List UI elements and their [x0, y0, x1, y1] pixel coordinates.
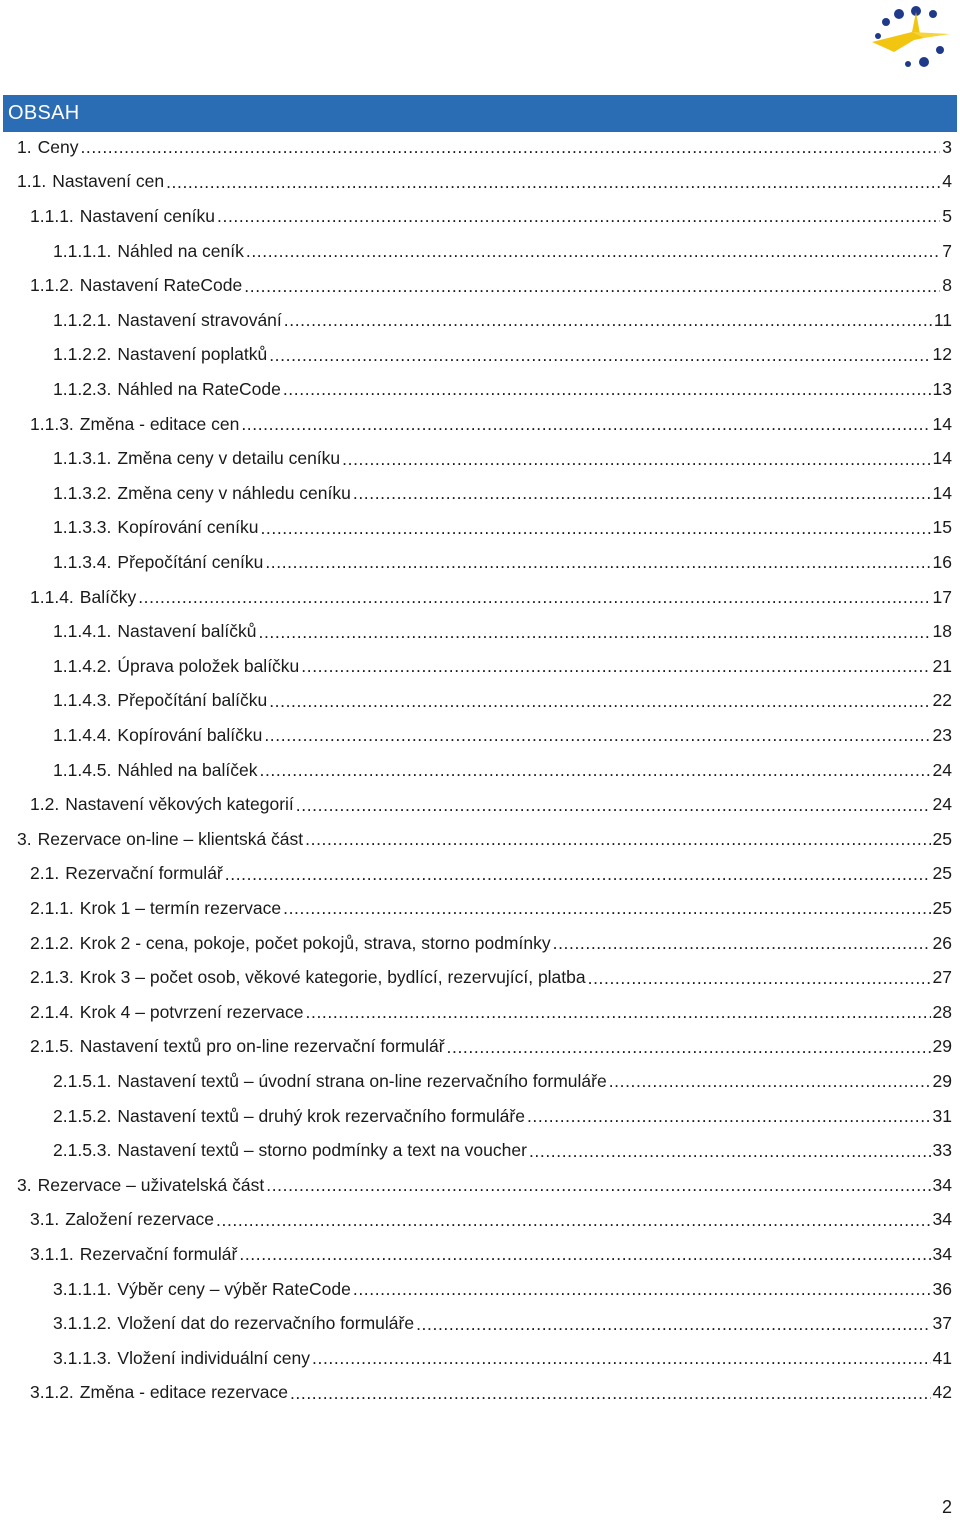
toc-entry-label — [17, 171, 164, 192]
toc-dot-leader — [553, 933, 931, 953]
toc-entry-title: Nastavení věkových kategorií — [65, 794, 294, 815]
toc-entry-title: Nastavení stravování — [117, 309, 282, 330]
toc-dot-leader — [588, 968, 931, 988]
toc-entry-number: 1. — [17, 136, 32, 157]
toc-entry[interactable] — [30, 1030, 952, 1065]
toc-entry-page: 26 — [932, 932, 952, 953]
toc-entry-title: Kopírování balíčku — [117, 724, 263, 745]
toc-entry-label — [30, 863, 223, 884]
toc-entry-title: Krok 4 – potvrzení rezervace — [79, 1001, 304, 1022]
toc-entry[interactable] — [30, 407, 952, 442]
toc-entry-title: Vložení dat do rezervačního formuláře — [117, 1313, 415, 1334]
toc-entry-label — [30, 275, 242, 296]
toc-entry-label — [53, 310, 282, 331]
toc-entry-page: 4 — [942, 171, 952, 192]
toc-entry-label — [53, 621, 257, 642]
toc-entry[interactable] — [53, 753, 952, 788]
toc-dot-leader — [244, 276, 940, 296]
company-logo — [864, 4, 956, 74]
toc-entry-label — [30, 587, 136, 608]
toc-entry-page: 27 — [932, 967, 952, 988]
toc-dot-leader — [283, 898, 930, 918]
toc-entry[interactable] — [53, 1099, 952, 1134]
toc-dot-leader — [216, 1210, 931, 1230]
toc-entry-title: Přepočítání balíčku — [117, 690, 268, 711]
toc-entry-title: Změna ceny v detailu ceníku — [117, 448, 341, 469]
toc-dot-leader — [80, 137, 940, 157]
toc-entry-title: Nastavení poplatků — [117, 344, 268, 365]
toc-entry-label — [53, 1106, 525, 1127]
toc-dot-leader — [239, 1244, 930, 1264]
toc-entry[interactable] — [53, 441, 952, 476]
toc-entry-title: Krok 1 – termín rezervace — [79, 897, 282, 918]
toc-entry-page: 3 — [942, 136, 952, 157]
toc-entry-title: Nastavení textů – storno podmínky a text na voucher — [117, 1140, 527, 1161]
toc-entry-label — [53, 241, 244, 262]
toc-entry[interactable] — [53, 234, 952, 269]
toc-entry-number: 3.1.1.3. — [53, 1347, 112, 1368]
toc-dot-leader — [284, 310, 932, 330]
toc-entry[interactable] — [53, 649, 952, 684]
toc-entry-number: 1.1.3.2. — [53, 482, 112, 503]
toc-entry-title: Rezervace on-line – klientská část — [37, 828, 304, 849]
toc-entry-label — [53, 1071, 607, 1092]
toc-entry-label — [53, 1348, 310, 1369]
toc-entry-page: 37 — [932, 1313, 952, 1334]
toc-dot-leader — [217, 206, 940, 226]
toc-entry-title: Nastavení textů pro on-line rezervační formulář — [79, 1036, 445, 1057]
toc-entry-page: 28 — [932, 1001, 952, 1022]
toc-entry-title: Krok 3 – počet osob, věkové kategorie, bydlící, rezervující, platba — [79, 967, 586, 988]
toc-entry-title: Balíčky — [79, 586, 137, 607]
toc-entry-label — [53, 1140, 527, 1161]
toc-entry-number: 1.1.2. — [30, 275, 74, 296]
toc-entry[interactable] — [30, 787, 952, 822]
toc-entry-title: Vložení individuální ceny — [117, 1347, 311, 1368]
toc-entry-page: 29 — [932, 1070, 952, 1091]
toc-entry[interactable] — [17, 1168, 952, 1203]
toc-entry-page: 14 — [932, 482, 952, 503]
toc-entry-page: 11 — [933, 309, 952, 330]
toc-dot-leader — [269, 691, 930, 711]
toc-entry-number: 1.1.3.1. — [53, 448, 112, 469]
toc-entry-page: 21 — [932, 655, 952, 676]
toc-entry-title: Kopírování ceníku — [117, 517, 259, 538]
toc-entry-label — [30, 933, 551, 954]
toc-entry-page: 14 — [932, 413, 952, 434]
toc-entry-number: 1.1.3. — [30, 413, 74, 434]
toc-entry-label — [30, 1002, 304, 1023]
toc-entry-label — [30, 414, 239, 435]
toc-entry-page: 7 — [942, 240, 952, 261]
toc-entry-number: 2.1.1. — [30, 897, 74, 918]
toc-entry-label — [17, 1175, 264, 1196]
toc-dot-leader — [529, 1141, 931, 1161]
toc-dot-leader — [416, 1314, 930, 1334]
page-number: 2 — [941, 1497, 952, 1517]
toc-entry-page: 42 — [932, 1382, 952, 1403]
toc-dot-leader — [353, 483, 931, 503]
toc-entry[interactable] — [53, 614, 952, 649]
toc-entry-label — [30, 1244, 237, 1265]
toc-entry-label — [17, 137, 78, 158]
toc-entry-page: 18 — [932, 621, 952, 642]
toc-entry-number: 1.1.4.4. — [53, 724, 112, 745]
toc-entry-page: 33 — [932, 1140, 952, 1161]
toc-entry-page: 8 — [942, 275, 952, 296]
toc-dot-leader — [259, 622, 931, 642]
toc-entry[interactable] — [53, 718, 952, 753]
toc-entry[interactable] — [53, 1064, 952, 1099]
toc-entry-page: 29 — [932, 1036, 952, 1057]
toc-entry-number: 3.1.1.1. — [53, 1278, 112, 1299]
toc-entry-title: Rezervační formulář — [79, 1243, 238, 1264]
toc-dot-leader — [264, 725, 930, 745]
toc-entry-page: 12 — [932, 344, 952, 365]
toc-dot-leader — [283, 379, 931, 399]
toc-entry-number: 1.1.4.5. — [53, 759, 112, 780]
toc-dot-leader — [312, 1348, 931, 1368]
toc-entry-number: 1.2. — [30, 794, 60, 815]
toc-dot-leader — [265, 552, 930, 572]
toc-entry-title: Náhled na RateCode — [117, 378, 281, 399]
toc-dot-leader — [306, 1002, 931, 1022]
toc-entry-number: 3. — [17, 828, 32, 849]
toc-entry[interactable] — [53, 303, 952, 338]
toc-entry-number: 3.1. — [30, 1209, 60, 1230]
toc-entry-number: 2.1.2. — [30, 932, 74, 953]
toc-entry-label — [53, 1313, 414, 1334]
toc-entry-page: 17 — [932, 586, 952, 607]
toc-entry-title: Náhled na balíček — [117, 759, 258, 780]
toc-entry[interactable] — [53, 1133, 952, 1168]
toc-entry-label — [30, 1036, 445, 1057]
toc-entry-label — [53, 1279, 351, 1300]
toc-entry[interactable] — [30, 891, 952, 926]
toc-dot-leader — [353, 1279, 931, 1299]
toc-entry-title: Změna ceny v náhledu ceníku — [117, 482, 351, 503]
toc-entry[interactable] — [53, 476, 952, 511]
toc-entry-page: 34 — [932, 1174, 952, 1195]
toc-entry-label — [53, 725, 262, 746]
toc-entry-page: 24 — [932, 759, 952, 780]
toc-dot-leader — [260, 760, 931, 780]
toc-entry[interactable] — [30, 926, 952, 961]
toc-entry[interactable] — [30, 995, 952, 1030]
toc-entry-title: Úprava položek balíčku — [117, 655, 300, 676]
toc-entry-label — [30, 1209, 214, 1230]
toc-entry-number: 1.1.4. — [30, 586, 74, 607]
toc-entry-page: 25 — [932, 897, 952, 918]
toc-entry-page: 36 — [932, 1278, 952, 1299]
toc-entry-page: 41 — [932, 1347, 952, 1368]
toc-entry[interactable] — [53, 1306, 952, 1341]
toc-entry[interactable] — [53, 1341, 952, 1376]
toc-entry-label — [17, 829, 303, 850]
toc-dot-leader — [609, 1071, 931, 1091]
toc-entry-label — [53, 344, 267, 365]
toc-entry[interactable] — [17, 130, 952, 165]
toc-entry-title: Založení rezervace — [65, 1209, 215, 1230]
toc-entry-number: 3.1.2. — [30, 1382, 74, 1403]
toc-entry-label — [53, 552, 263, 573]
toc-entry-number: 1.1.1.1. — [53, 240, 112, 261]
toc-entry-number: 1.1.3.3. — [53, 517, 112, 538]
toc-entry-title: Změna - editace rezervace — [79, 1382, 288, 1403]
toc-entry[interactable] — [30, 857, 952, 892]
toc-entry-number: 2.1. — [30, 863, 60, 884]
toc-entry-label — [53, 483, 351, 504]
toc-entry-title: Nastavení RateCode — [79, 275, 243, 296]
toc-entry-title: Rezervační formulář — [65, 863, 223, 884]
toc-entry-page: 16 — [932, 551, 952, 572]
toc-entry[interactable] — [53, 372, 952, 407]
toc-entry-label — [30, 967, 586, 988]
toc-entry-label — [30, 206, 215, 227]
toc-entry-number: 2.1.5.3. — [53, 1140, 112, 1161]
toc-entry-number: 1.1.2.2. — [53, 344, 112, 365]
toc-entry-page: 24 — [932, 794, 952, 815]
toc-entry-label — [53, 690, 267, 711]
toc-entry[interactable] — [53, 511, 952, 546]
toc-entry-title: Výběr ceny – výběr RateCode — [117, 1278, 351, 1299]
toc-dot-leader — [246, 241, 940, 261]
toc-entry[interactable] — [17, 822, 952, 857]
toc-entry-title: Krok 2 - cena, pokoje, počet pokojů, strava, storno podmínky — [79, 932, 551, 953]
toc-entry[interactable] — [53, 545, 952, 580]
toc-dot-leader — [266, 1175, 930, 1195]
toc-entry-title: Nastavení textů – úvodní strana on-line rezervačního formuláře — [117, 1070, 607, 1091]
toc-entry-number: 1.1.2.1. — [53, 309, 112, 330]
toc-entry-number: 3. — [17, 1174, 32, 1195]
toc-entry-number: 2.1.5. — [30, 1036, 74, 1057]
toc-entry-page: 22 — [932, 690, 952, 711]
toc-entry[interactable] — [30, 1203, 952, 1238]
toc-dot-leader — [225, 864, 931, 884]
toc-entry-number: 1.1.4.2. — [53, 655, 112, 676]
toc-entry-number: 1.1.2.3. — [53, 378, 112, 399]
toc-dot-leader — [447, 1037, 931, 1057]
toc-heading: OBSAH — [3, 95, 957, 132]
toc-entry-page: 34 — [932, 1243, 952, 1264]
toc-entry-number: 2.1.3. — [30, 967, 74, 988]
toc-dot-leader — [138, 587, 930, 607]
toc-dot-leader — [269, 345, 930, 365]
toc-entry-number: 2.1.5.1. — [53, 1070, 112, 1091]
toc-entry-title: Rezervace – uživatelská část — [37, 1174, 265, 1195]
toc-entry-page: 31 — [932, 1105, 952, 1126]
toc-entry[interactable] — [53, 1272, 952, 1307]
toc-entry-page: 15 — [932, 517, 952, 538]
toc-entry-number: 3.1.1. — [30, 1243, 74, 1264]
toc-entry-title: Nastavení balíčků — [117, 621, 257, 642]
toc-entry[interactable] — [30, 199, 952, 234]
toc-entry[interactable] — [30, 960, 952, 995]
toc-entry[interactable] — [30, 580, 952, 615]
toc-dot-leader — [527, 1106, 931, 1126]
toc-entry-number: 2.1.4. — [30, 1001, 74, 1022]
toc-entry-page: 25 — [932, 863, 952, 884]
toc-dot-leader — [342, 449, 930, 469]
toc-entry[interactable] — [30, 1237, 952, 1272]
toc-entry-page: 25 — [932, 828, 952, 849]
toc-entry-page: 14 — [932, 448, 952, 469]
toc-entry-page: 23 — [932, 724, 952, 745]
toc-entry-title: Ceny — [37, 136, 79, 157]
toc-dot-leader — [301, 656, 930, 676]
toc-entry-title: Změna - editace cen — [79, 413, 240, 434]
toc-entry-number: 3.1.1.2. — [53, 1313, 112, 1334]
toc-entry-title: Nastavení ceníku — [79, 205, 216, 226]
toc-entry-label — [53, 517, 258, 538]
toc-entry-number: 1.1. — [17, 171, 47, 192]
toc-entry-title: Náhled na ceník — [117, 240, 244, 261]
toc-entry[interactable] — [17, 165, 952, 200]
toc-entry[interactable] — [30, 268, 952, 303]
toc-dot-leader — [166, 172, 940, 192]
toc-entry-label — [53, 448, 340, 469]
toc-entry-number: 1.1.3.4. — [53, 551, 112, 572]
toc-entry-page: 34 — [932, 1209, 952, 1230]
toc-entry-label — [53, 379, 281, 400]
toc-entry-page: 13 — [932, 378, 952, 399]
toc-entry-title: Nastavení textů – druhý krok rezervačního formuláře — [117, 1105, 525, 1126]
toc-entry-number: 1.1.1. — [30, 205, 74, 226]
toc-entry-page: 5 — [942, 205, 952, 226]
toc-entry-number: 1.1.4.1. — [53, 621, 112, 642]
toc-entry-title: Nastavení cen — [52, 171, 165, 192]
toc-entry[interactable] — [30, 1376, 952, 1411]
toc-entry-label — [30, 1382, 288, 1403]
toc-dot-leader — [290, 1383, 931, 1403]
toc-entry-label — [53, 656, 299, 677]
toc-entry-label — [30, 898, 281, 919]
toc-entry-number: 1.1.4.3. — [53, 690, 112, 711]
toc-entry[interactable] — [53, 338, 952, 373]
toc-dot-leader — [305, 829, 930, 849]
toc-entry-number: 2.1.5.2. — [53, 1105, 112, 1126]
toc-entry-label — [53, 760, 258, 781]
toc-dot-leader — [260, 518, 930, 538]
toc-dot-leader — [296, 795, 931, 815]
toc-entry[interactable] — [53, 684, 952, 719]
toc-entry-title: Přepočítání ceníku — [117, 551, 264, 572]
toc-entry-label — [30, 794, 294, 815]
toc-dot-leader — [241, 414, 930, 434]
